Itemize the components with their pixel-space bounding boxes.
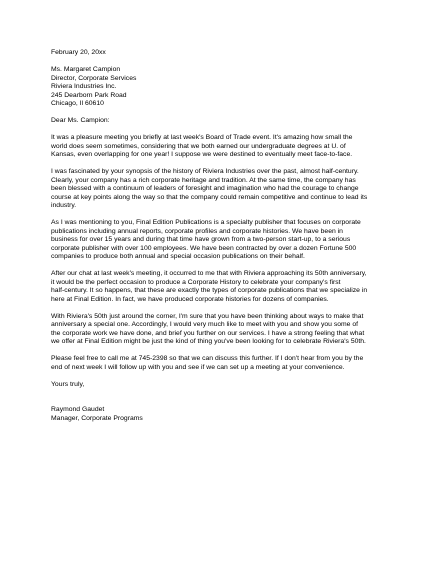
paragraph-line: half-century. It so happens, that these are exactly the types of corporate publications that we specialize in	[51, 287, 368, 294]
paragraph-line: Kansas, even overlapping for one year! I suppose we were destined to eventually meet face-to-face.	[51, 151, 353, 158]
paragraph-5	[51, 313, 391, 347]
signer-title: Manager, Corporate Programs	[51, 414, 143, 422]
signer-name: Raymond Gaudet	[51, 406, 105, 413]
paragraph-line: publications including annual reports, corporate profiles and corporate histories. We have been in	[51, 227, 343, 235]
paragraph-line: corporate publisher with over 100 employees. We have been contracted by over a dozen Fortune 500	[51, 244, 357, 252]
paragraph-3	[51, 219, 391, 262]
recipient-city: Chicago, Il 60610	[51, 100, 104, 107]
paragraph-6	[51, 355, 391, 372]
paragraph-2	[51, 168, 391, 211]
paragraph-line: companies to produce both annual and special occasion publications on their behalf.	[51, 253, 305, 260]
paragraph-line: I was fascinated by your synopsis of the history of Riviera Industries over the past, almost half-century.	[51, 168, 359, 175]
paragraph-line: end of next week I will follow up with you and see if we can set up a meeting at your convenience.	[51, 363, 345, 371]
recipient-company: Riviera Industries Inc.	[51, 83, 117, 90]
paragraph-line: It was a pleasure meeting you briefly at last week's Board of Trade event. It's amazing how small the	[51, 134, 353, 141]
paragraph-line: world does seem sometimes, considering that we both earned our undergraduate degrees at U. of	[51, 142, 346, 150]
paragraph-line: As I was mentioning to you, Final Edition Publications is a specialty publisher that focuses on corporate	[51, 219, 361, 226]
paragraph-line: After our chat at last week's meeting, it occurred to me that with Riviera approaching its 50th anniversary,	[51, 270, 367, 277]
paragraph-line: we offer at Final Edition might be just the kind of thing you've been looking for to celebrate Riviera's 50th.	[51, 338, 366, 345]
letter-date: February 20, 20xx	[51, 49, 106, 56]
recipient-name: Ms. Margaret Campion	[51, 66, 121, 73]
paragraph-line: course at key points along the way so that the company could remain competitive and continue to lead its	[51, 193, 368, 201]
paragraph-line: business for over 15 years and during that time have grown from a two-person start-up, to a serious	[51, 236, 351, 243]
paragraph-line: With Riviera's 50th just around the corner, I'm sure that you have been thinking about ways to make that	[51, 312, 364, 320]
paragraph-1	[51, 134, 391, 160]
signature-block	[51, 406, 391, 423]
paragraph-line: here at Final Edition. In fact, we have produced corporate histories for dozens of companies.	[51, 295, 329, 303]
paragraph-line: it would be the perfect occasion to produce a Corporate History to celebrate your company's first	[51, 278, 341, 286]
recipient-title: Director, Corporate Services	[51, 74, 137, 82]
closing: Yours truly,	[51, 380, 85, 388]
paragraph-line: the corporate work we have done, and brief you further on our services. I have a strong feeling that what	[51, 329, 365, 337]
recipient-street: 245 Dearborn Park Road	[51, 91, 127, 99]
paragraph-line: been blessed with a continuum of leaders of foresight and imagination who had the courage to change	[51, 185, 359, 192]
recipient-address	[51, 66, 391, 109]
paragraph-line: Clearly, your company has a rich corporate heritage and tradition. At the same time, the company has	[51, 176, 356, 184]
paragraph-4	[51, 270, 391, 304]
paragraph-line: anniversary a special one. Accordingly, I would very much like to meet with you and show you some of	[51, 321, 359, 328]
paragraph-line: industry.	[51, 202, 77, 209]
paragraph-line: Please feel free to call me at 745-2398 so that we can discuss this further. If I don't hear from you by the	[51, 355, 364, 362]
letter-body	[51, 49, 391, 423]
salutation: Dear Ms. Campion:	[51, 117, 110, 124]
